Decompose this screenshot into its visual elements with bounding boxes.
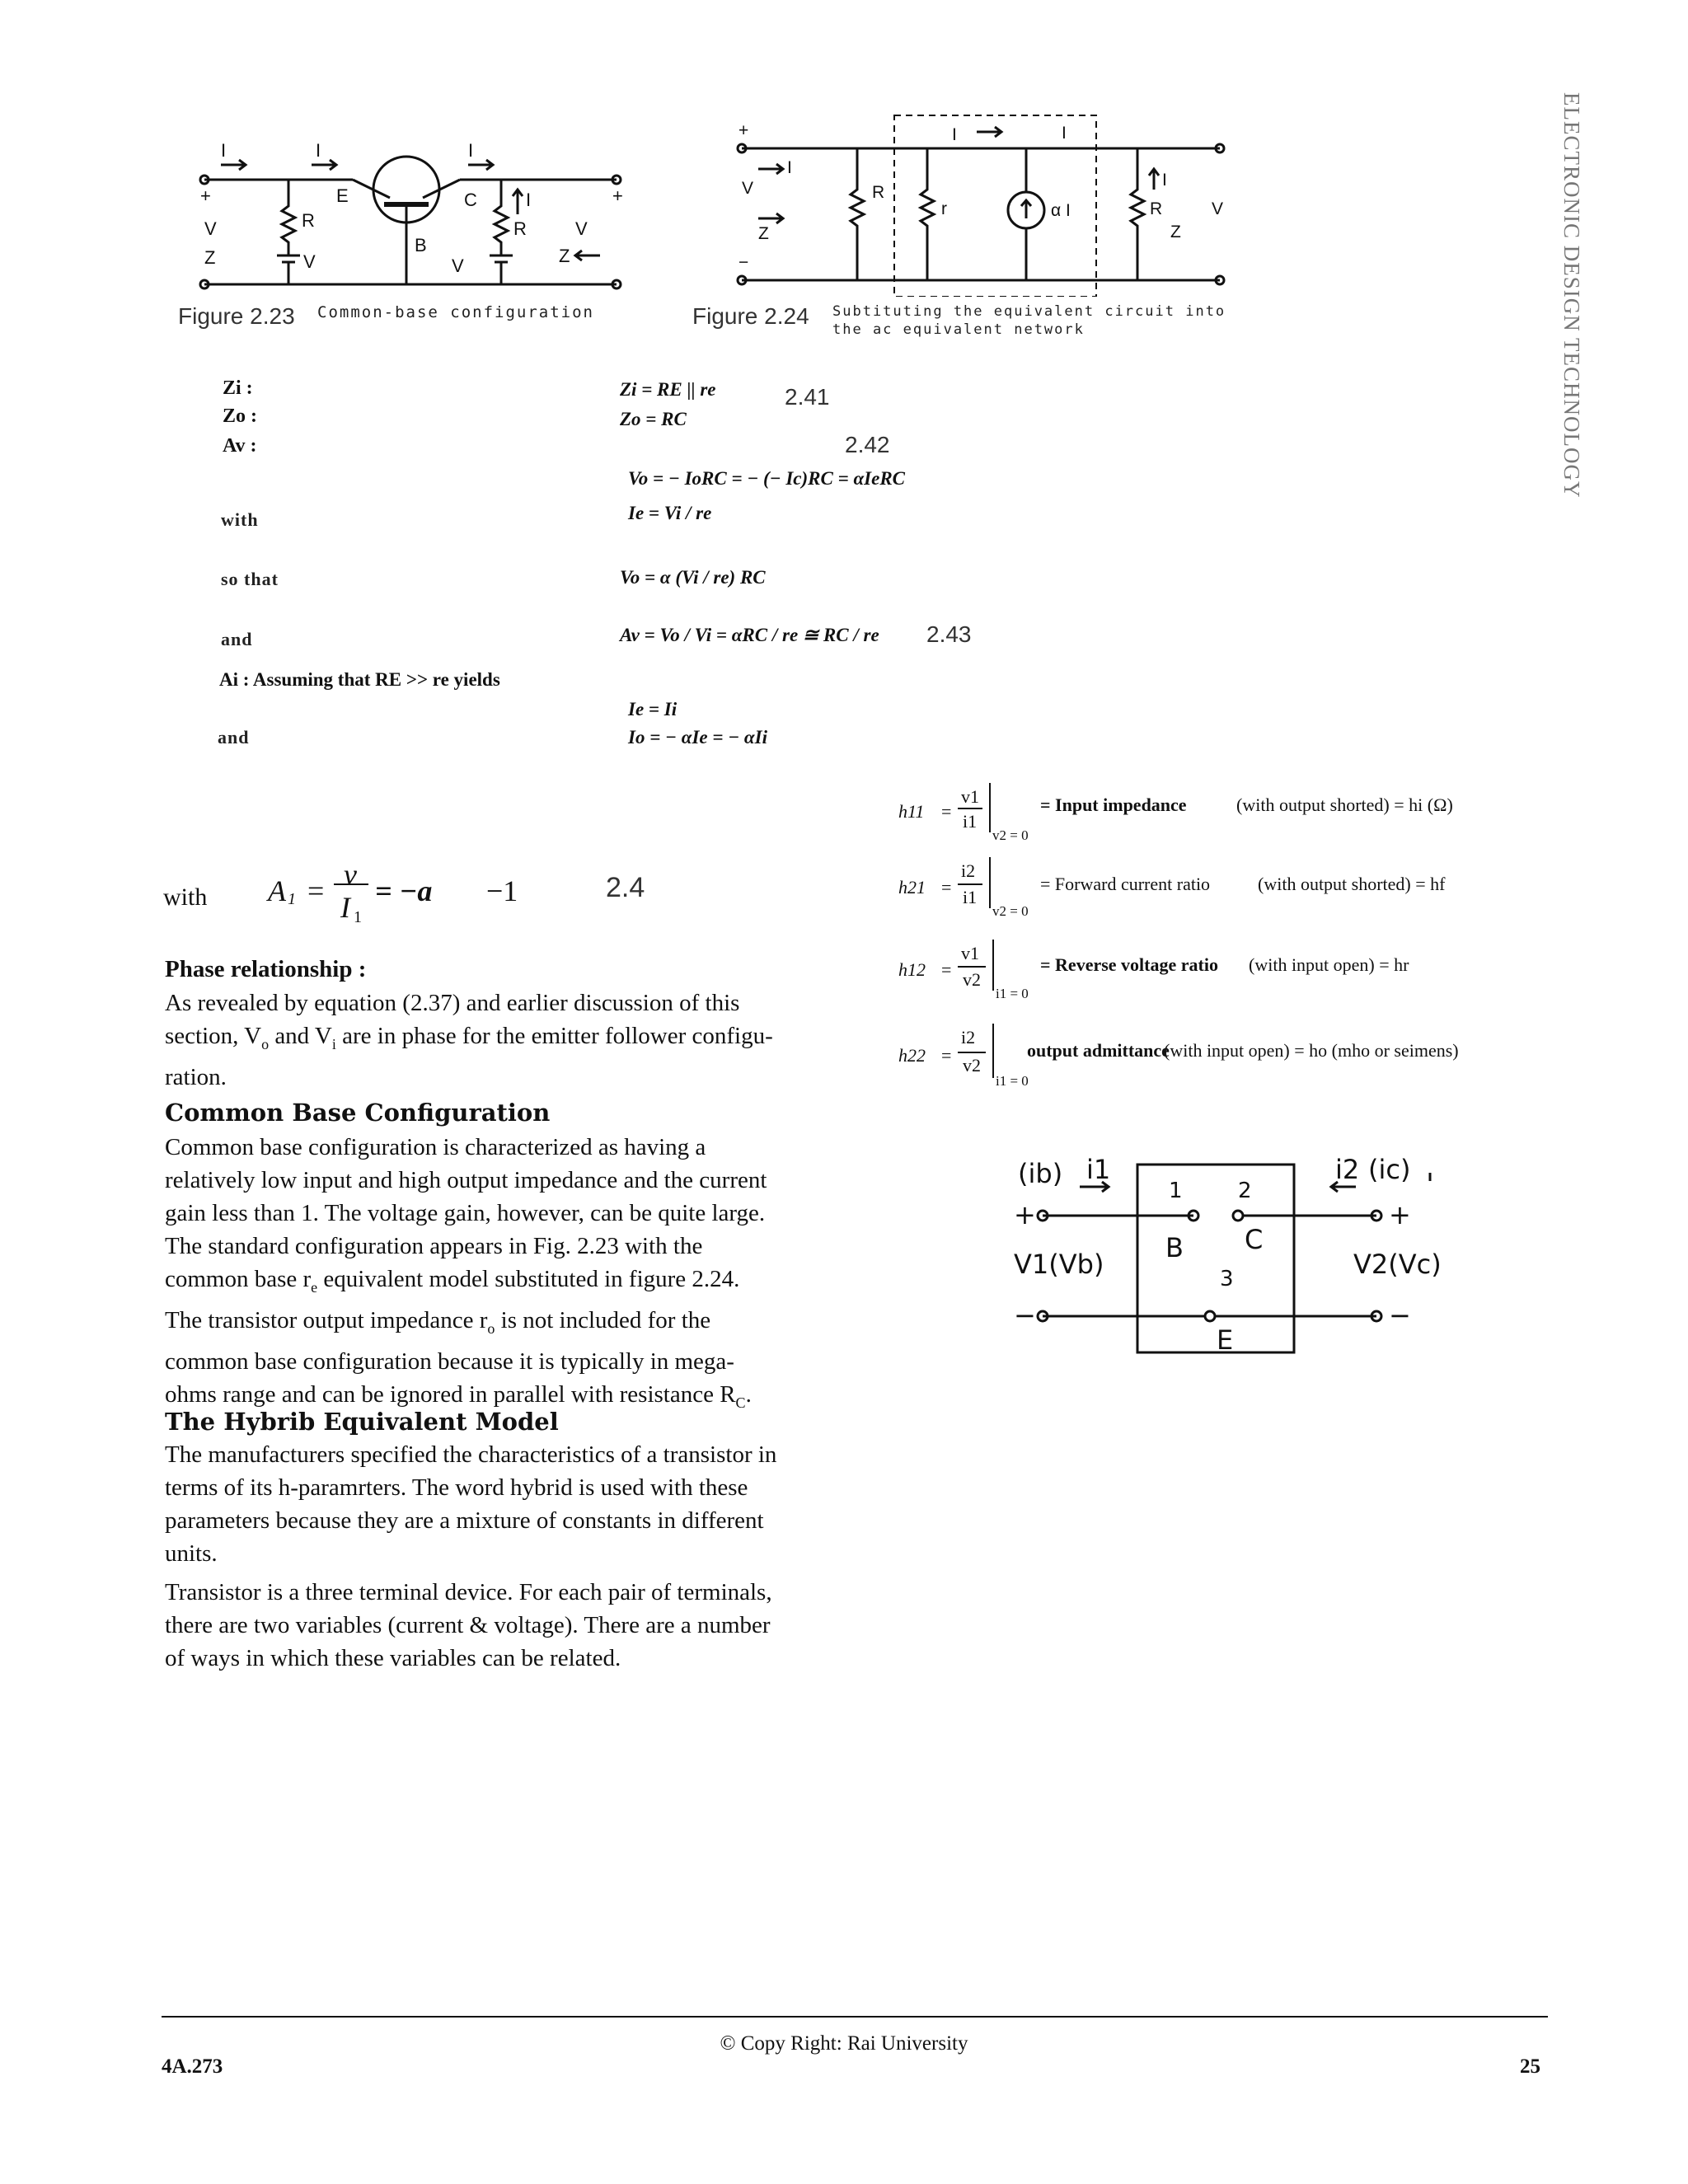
fraction-numerator: v [344,858,357,891]
svg-text:+: + [1014,1199,1036,1230]
svg-text:I: I [952,125,957,144]
and-label: and [221,629,253,649]
svg-text:R: R [513,218,527,239]
fraction-den-subscript: 1 [354,908,362,926]
svg-text:−: − [738,253,749,272]
svg-text:α I: α I [1051,201,1071,220]
svg-text:V: V [742,179,754,198]
svg-text:r: r [941,199,947,218]
svg-text:I: I [1162,171,1167,190]
figure-2-24-circuit [725,107,1253,297]
svg-text:E: E [1217,1324,1234,1356]
side-title-text: ELECTRONIC DESIGN TECHNOLOGY [1559,92,1584,499]
av-label: Av : [223,435,257,457]
footer-copyright: © Copy Right: Rai University [720,2032,968,2055]
svg-text:I: I [526,190,532,210]
svg-text:3: 3 [1220,1267,1234,1291]
svg-text:Z: Z [1170,223,1181,241]
two-port-network-diagram [1014,1141,1475,1364]
common-base-paragraph: Common base configuration is characterized as having a relatively low input and high output impedance and the current gain less than 1. The voltage gain, however, can be quite large. The standard configuration appears in Fig. 2.23 with the common base $r_e$ equivalent model substituted in figure 2.24. The transistor output impedance $r_o$ is not included for the common base configuration because it is typically in mega- ohms range and can be ignored in parallel with resistance $R_C$. [165,1134,767,1411]
ai-symbol: A [268,874,286,907]
h-parameter-definitions [898,775,1582,1104]
svg-text:V: V [303,251,316,272]
ie-ii-equation: Ie = Ii [628,699,678,719]
svg-text:(ic): (ic) [1368,1154,1411,1185]
svg-text:C: C [464,190,477,210]
svg-text:V1(Vb): V1(Vb) [1014,1249,1104,1280]
with-label: with [221,509,259,530]
figure-2-23-subcaption: Common-base configuration [317,303,594,321]
figure-2-24-caption: Figure 2.24 [692,303,809,329]
and2-label: and [218,727,250,748]
ai-subscript: 1 [288,890,296,908]
svg-text:−: − [1014,1300,1036,1331]
svg-text:B: B [1165,1232,1184,1263]
eq-number-2-42: 2.42 [845,432,890,457]
svg-text:I: I [468,140,474,161]
svg-text:Z: Z [559,246,570,266]
hybrid-paragraph-1: The manufacturers specified the characteristics of a transistor in terms of its h-paramrters. The word hybrid is used with these parameters because they are a mixture of constants in different units. [165,1441,777,1567]
phase-heading: Phase relationship : [165,956,367,982]
zi-equation: Zi = RE || re [620,379,716,400]
io-equation: Io = − αIe = − αIi [628,727,767,748]
av-equation: Av = Vo / Vi = αRC / re ≅ RC / re [620,625,879,645]
vo2-equation: Vo = α (Vi / re) RC [620,567,766,588]
svg-text:+: + [612,185,623,206]
common-base-heading: Common Base Configuration [165,1099,551,1127]
svg-text:i2: i2 [1335,1154,1360,1185]
svg-text:−: − [1389,1300,1411,1331]
so-that-label: so that [221,569,279,589]
with-text: with [163,883,208,911]
svg-text:B: B [415,235,427,255]
svg-text:I: I [787,158,792,177]
svg-text:I: I [1062,124,1067,143]
ai-line: Ai : Assuming that RE >> re yields [219,669,500,690]
footer-code: 4A.273 [162,2055,223,2078]
svg-text:V: V [452,255,464,276]
figure-2-24-subcaption-1: Subtituting the equivalent circuit into [832,303,1226,320]
h22-row: h22 = i2 v2 i1 = 0 output admittance (with input open) = ho (mho or seimens) [898,1024,1582,1090]
eq-number-2-4: 2.4 [606,872,645,903]
svg-text:(ib): (ib) [1018,1158,1063,1189]
svg-text:Z: Z [758,224,769,243]
figure-2-23-caption: Figure 2.23 [178,303,295,329]
zo-label: Zo : [223,405,257,427]
svg-text:2: 2 [1238,1179,1252,1203]
eq-number-2-43: 2.43 [926,621,972,647]
page-number: 25 [1520,2055,1540,2078]
svg-text:E: E [336,185,349,206]
fraction-denominator: I [340,891,350,924]
footer-rule [162,2016,1548,2018]
tail-term: −1 [486,874,518,907]
svg-text:i1: i1 [1086,1154,1111,1185]
svg-text:V: V [575,218,588,239]
h11-row: h11 = v1 i1 v2 = 0 = Input impedance (with output shorted) = hi (Ω) [898,783,1582,849]
svg-text:I: I [316,140,321,161]
svg-text:R: R [872,183,885,202]
h21-row: h21 = i2 i1 v2 = 0 = Forward current ratio (with output shorted) = hf [898,857,1582,923]
phase-paragraph: As revealed by equation (2.37) and earlier discussion of this section, $V_o$ and $V_i$ are in phase for the emitter follower configu- ration. [165,990,773,1090]
ie-equation: Ie = Vi / re [628,503,712,523]
svg-text:R: R [1150,199,1163,218]
alpha-term: = −a [375,874,433,907]
zi-label: Zi : [223,377,253,399]
svg-text:+: + [200,185,211,206]
vo-equation: Vo = − IoRC = − (− Ic)RC = αIeRC [628,468,906,489]
h12-row: h12 = v1 v2 i1 = 0 = Reverse voltage ratio (with input open) = hr [898,940,1582,1005]
figure-2-23-circuit [188,132,633,305]
figure-2-24-subcaption-2: the ac equivalent network [832,321,1085,338]
svg-text:1: 1 [1169,1179,1183,1203]
hybrid-heading: The Hybrib Equivalent Model [165,1408,559,1436]
current-gain-equation: A 1 = v I 1 = −a −1 [268,858,518,926]
svg-text:C: C [1245,1224,1264,1255]
side-title [1548,92,1597,521]
svg-text:I: I [221,140,227,161]
svg-text:V: V [204,218,217,239]
svg-text:+: + [1389,1199,1411,1230]
svg-text:V: V [1212,199,1224,218]
eq-number-2-41: 2.41 [785,384,830,410]
zo-equation: Zo = RC [620,409,687,429]
svg-text:R: R [302,210,315,231]
svg-text:Z: Z [204,247,216,268]
hybrid-paragraph-2: Transistor is a three terminal device. For each pair of terminals, there are two variables (current & voltage). There are a number of ways in which these variables can be related. [165,1579,772,1671]
svg-text:V2(Vc): V2(Vc) [1353,1249,1442,1280]
svg-text:+: + [738,121,749,140]
